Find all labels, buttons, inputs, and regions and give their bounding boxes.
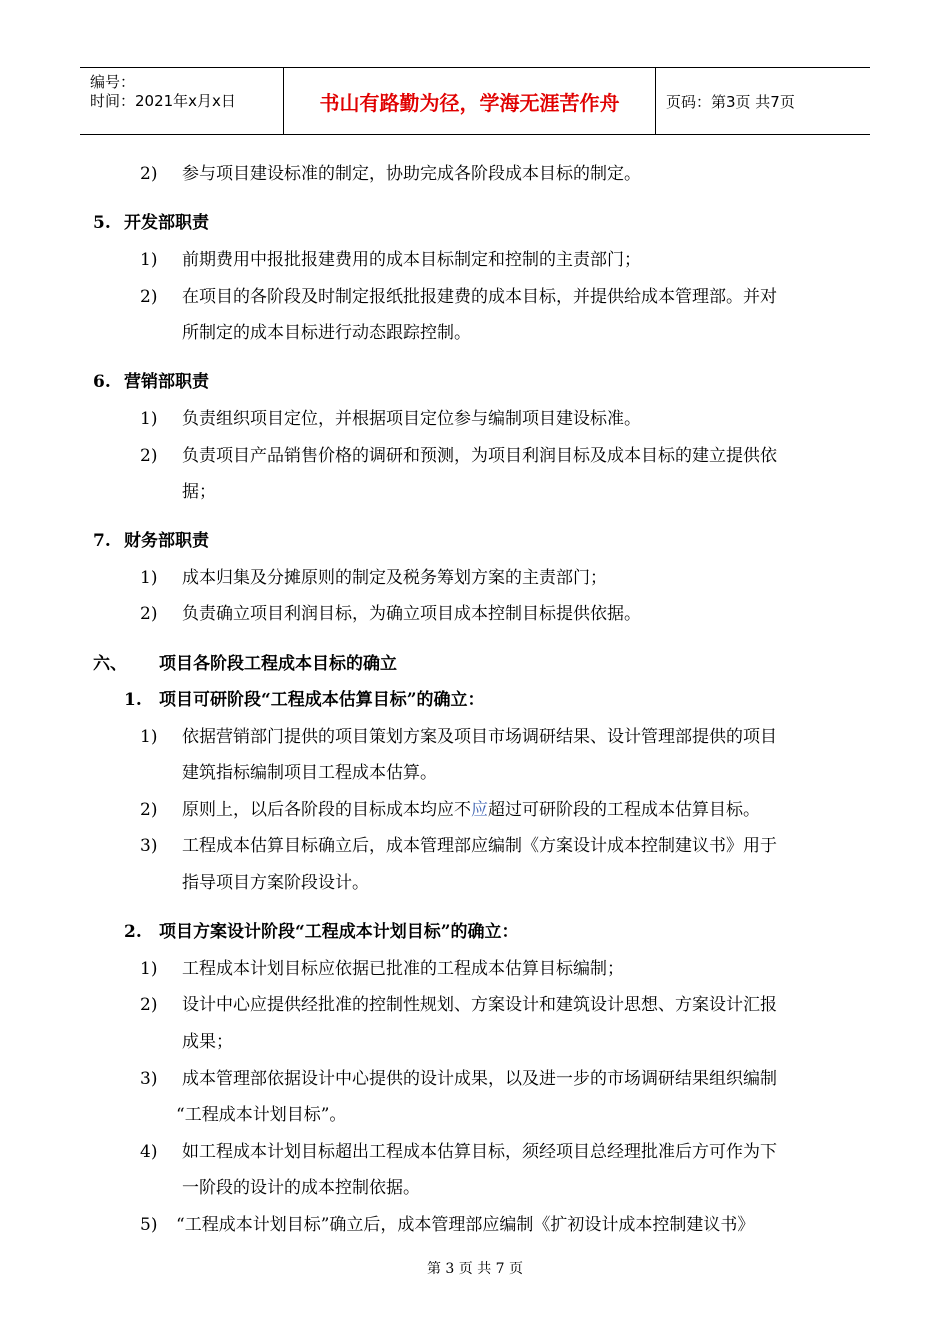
item-text <box>182 800 760 820</box>
item-text-continued: “工程成本计划目标”。 <box>176 1105 347 1125</box>
item-text: 设计中心应提供经批准的控制性规划、方案设计和建筑设计思想、方案设计汇报 <box>182 995 777 1015</box>
doc-date: 时间：2021年x月x日 <box>90 92 236 110</box>
subsection-number: 1. <box>124 690 142 710</box>
item-text: 工程成本估算目标确立后，成本管理部应编制《方案设计成本控制建议书》用于 <box>182 836 777 856</box>
section-number: 5. <box>93 213 111 233</box>
item-number: 2) <box>140 800 158 820</box>
item-number: 1) <box>140 959 158 979</box>
item-text: “工程成本计划目标”确立后，成本管理部应编制《扩初设计成本控制建议书》 <box>176 1215 755 1235</box>
item-text: 负责确立项目利润目标，为确立项目成本控制目标提供依据。 <box>182 604 641 624</box>
item-text-continued: 建筑指标编制项目工程成本估算。 <box>182 763 437 783</box>
item-text: 依据营销部门提供的项目策划方案及项目市场调研结果、设计管理部提供的项目 <box>182 727 777 747</box>
item-text: 成本管理部依据设计中心提供的设计成果，以及进一步的市场调研结果组织编制 <box>182 1069 777 1089</box>
item-number: 1) <box>140 727 158 747</box>
chapter-heading: 项目各阶段工程成本目标的确立 <box>159 654 397 674</box>
item-number: 1) <box>140 568 158 588</box>
item-text: 成本归集及分摊原则的制定及税务筹划方案的主责部门； <box>182 568 607 588</box>
item-text-continued: 据； <box>182 482 216 502</box>
section-number: 7. <box>93 531 111 551</box>
item-number: 4) <box>140 1142 158 1162</box>
header-meta <box>80 68 283 134</box>
item-text: 参与项目建设标准的制定，协助完成各阶段成本目标的制定。 <box>182 164 641 184</box>
item-number: 3) <box>140 1069 158 1089</box>
page-header <box>80 67 870 135</box>
item-text-continued: 所制定的成本目标进行动态跟踪控制。 <box>182 323 471 343</box>
highlighted-char: 应 <box>471 800 488 820</box>
item-text-part: 超过可研阶段的工程成本估算目标。 <box>488 800 760 820</box>
item-text-continued: 一阶段的设计的成本控制依据。 <box>182 1178 420 1198</box>
section-heading: 财务部职责 <box>124 531 209 551</box>
section-number: 6. <box>93 372 111 392</box>
item-number: 5) <box>140 1215 158 1235</box>
item-number: 2) <box>140 287 158 307</box>
item-text: 在项目的各阶段及时制定报纸批报建费的成本目标，并提供给成本管理部。并对 <box>182 287 777 307</box>
item-text: 工程成本计划目标应依据已批准的工程成本估算目标编制； <box>182 959 624 979</box>
subsection-heading: 项目方案设计阶段“工程成本计划目标”的确立： <box>159 922 519 942</box>
page-footer: 第 3 页 共 7 页 <box>426 1261 524 1277</box>
item-number: 2) <box>140 995 158 1015</box>
item-text-part: 原则上，以后各阶段的目标成本均应不 <box>182 800 471 820</box>
item-number: 1) <box>140 409 158 429</box>
header-page-number: 页码：第3页 共7页 <box>666 92 795 111</box>
item-number: 2) <box>140 164 158 184</box>
item-text-continued: 成果； <box>182 1032 233 1052</box>
chapter-number: 六、 <box>93 654 127 674</box>
header-motto: 书山有路勤为径，学海无涯苦作舟 <box>283 68 656 134</box>
item-number: 2) <box>140 446 158 466</box>
subsection-number: 2. <box>124 922 142 942</box>
item-text-continued: 指导项目方案阶段设计。 <box>182 873 369 893</box>
doc-number-label: 编号： <box>90 73 136 91</box>
item-number: 2) <box>140 604 158 624</box>
item-text: 如工程成本计划目标超出工程成本估算目标，须经项目总经理批准后方可作为下 <box>182 1142 777 1162</box>
item-text: 负责项目产品销售价格的调研和预测，为项目利润目标及成本目标的建立提供依 <box>182 446 777 466</box>
section-heading: 营销部职责 <box>124 372 209 392</box>
item-number: 3) <box>140 836 158 856</box>
section-heading: 开发部职责 <box>124 213 209 233</box>
item-text: 前期费用中报批报建费用的成本目标制定和控制的主责部门； <box>182 250 641 270</box>
item-text: 负责组织项目定位，并根据项目定位参与编制项目建设标准。 <box>182 409 641 429</box>
subsection-heading: 项目可研阶段“工程成本估算目标”的确立： <box>159 690 485 710</box>
item-number: 1) <box>140 250 158 270</box>
